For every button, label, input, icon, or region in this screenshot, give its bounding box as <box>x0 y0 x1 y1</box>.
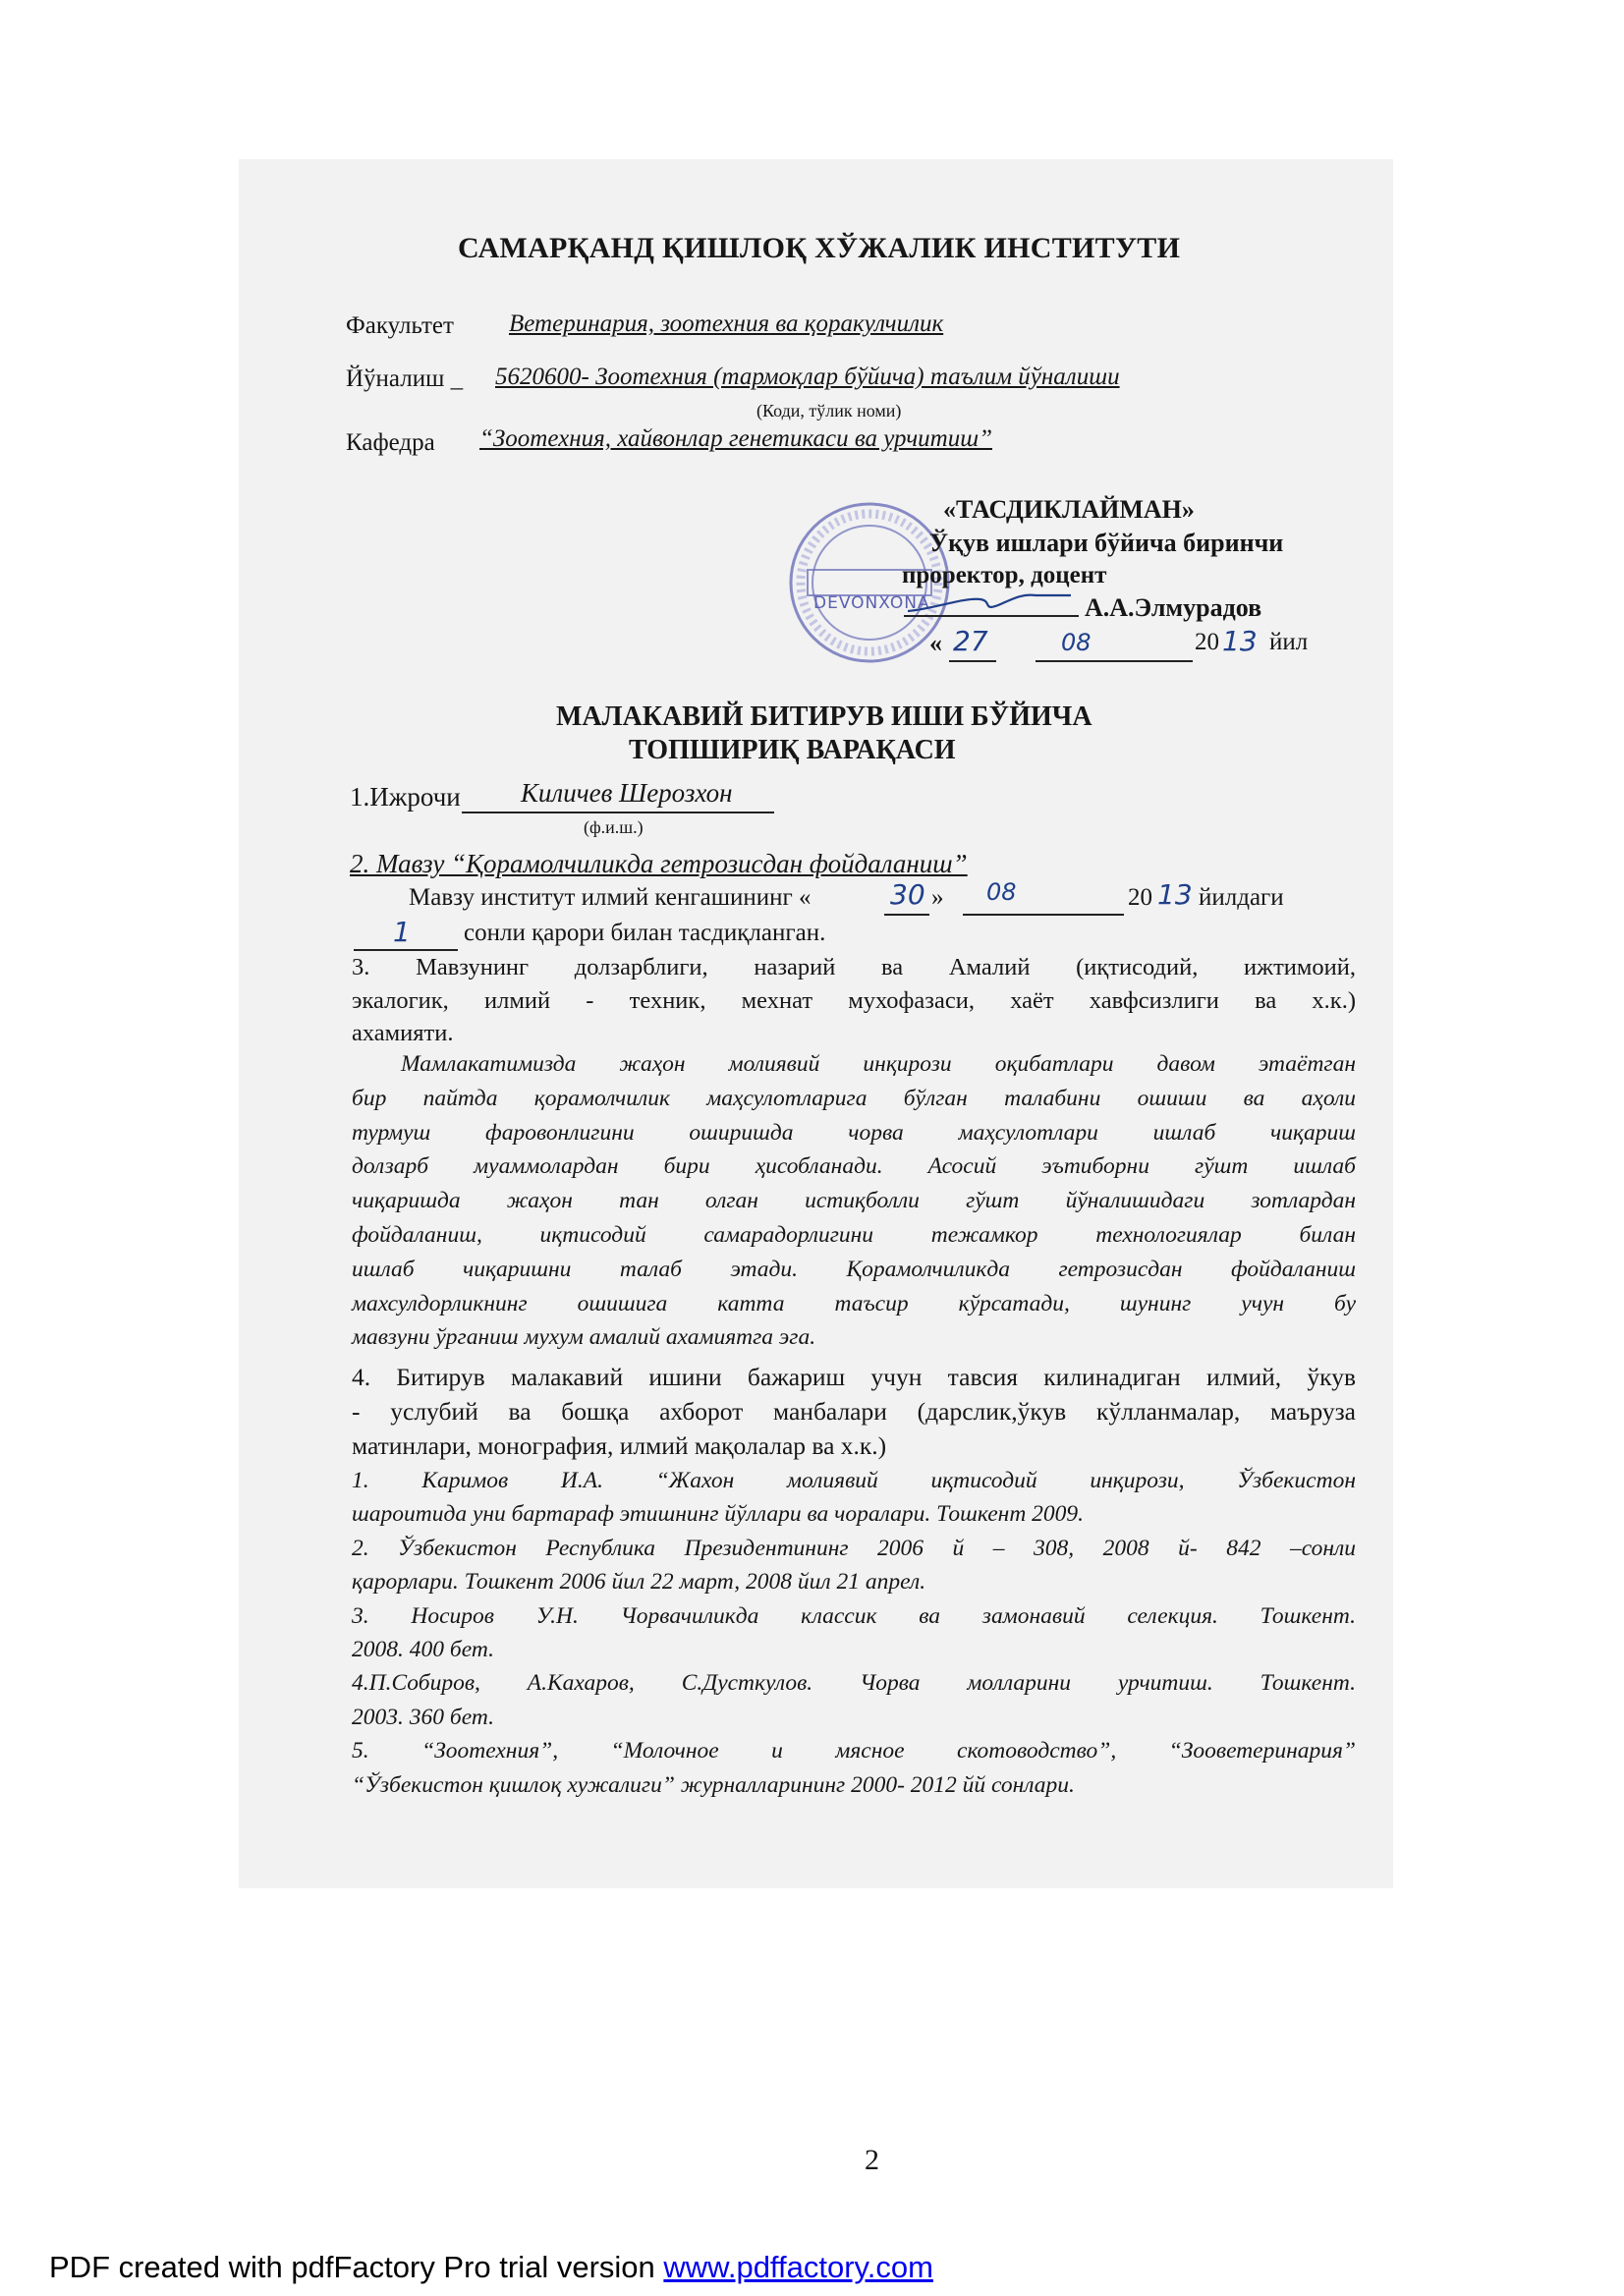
body-line: мавзуни ўрганиш мухум амалий ахамиятга эга. <box>352 1324 816 1351</box>
executor-caption: (ф.и.ш.) <box>584 817 644 837</box>
executor-underline <box>462 812 774 813</box>
reference-line: қарорлари. Тошкент 2006 йил 22 март, 2008 йил 21 апрел. <box>352 1569 926 1596</box>
section3-heading <box>352 951 1356 1050</box>
direction-label: Йўналиш _ <box>346 365 464 392</box>
reference-line: 4.П.Собиров, А.Кахаров, С.Дусткулов. Чорва молларини урчитиш. Тошкент. <box>352 1670 1356 1697</box>
page-number: 2 <box>865 2144 879 2176</box>
section4-line: матинлари, монография, илмий мақолалар ва х.к.) <box>352 1431 887 1460</box>
body-line: фойдаланиш, иқтисодий самарадорлигини тежамкор технологиялар билан <box>352 1221 1356 1248</box>
reference-line: 2003. 360 бет. <box>352 1704 494 1730</box>
body-line: махсулдорликнинг ошишига катта таъсир кўрсатади, шунинг учун бу <box>352 1290 1356 1316</box>
executor-value: Киличев Шерозхон <box>521 778 733 808</box>
council-day: 30 <box>890 878 925 911</box>
approval-line1: Ўқув ишлари бўйича биринчи <box>929 529 1284 557</box>
decision-text: сонли қарори билан тасдиқланган. <box>464 920 826 946</box>
council-suffix: йилдаги <box>1199 884 1284 911</box>
pdf-footer <box>49 2250 933 2285</box>
department-value: “Зоотехния, хайвонлар генетикаси ва урчитиш” <box>479 425 992 452</box>
reference-line: 5. “Зоотехния”, “Молочное и мясное скотоводство”, “Зооветеринария” <box>352 1738 1356 1764</box>
executor-label: 1.Ижрочи <box>350 782 461 812</box>
body-line: турмуш фаровонлигини оширишда чорва маҳсулотлари ишлаб чиқариш <box>352 1119 1356 1146</box>
approval-year: 13 <box>1222 625 1258 657</box>
council-close: » <box>931 884 944 911</box>
section4-line: - услубий ва бошқа ахборот манбалари (дарслик,ўкув кўлланмалар, маъруза <box>352 1397 1356 1426</box>
section3-line: ахамияти. <box>352 1020 454 1046</box>
footer-text: PDF created with pdfFactory Pro trial version <box>49 2250 664 2284</box>
section3-line: 3. Мавзунинг долзарблиги, назарий ва Амалий (иқтисодий, ижтимоий, <box>352 954 1356 980</box>
approval-year-suffix: йил <box>1269 629 1309 655</box>
direction-value: 5620600- Зоотехния (тармоқлар бўйича) таълим йўналиши <box>495 364 1120 390</box>
signature-icon <box>904 588 1081 617</box>
approval-month: 08 <box>1061 629 1092 656</box>
body-line: чиқаришда жаҳон тан олган истиқболли гўшт йўналишидаги зотлардан <box>352 1188 1356 1214</box>
council-month: 08 <box>986 878 1017 906</box>
approval-date-open: « <box>929 629 942 657</box>
reference-line: 1. Каримов И.А. “Жахон молиявий иқтисодий инқирози, Ўзбекистон <box>352 1468 1356 1493</box>
section4-line: 4. Битирув малакавий ишини бажариш учун тавсия килинадиган илмий, ўкув <box>352 1363 1356 1391</box>
faculty-label: Факультет <box>346 312 454 339</box>
approval-year-prefix: 20 <box>1195 629 1219 655</box>
council-year: 13 <box>1157 878 1193 911</box>
document-title-line1: МАЛАКАВИЙ БИТИРУВ ИШИ БЎЙИЧА <box>556 701 1092 732</box>
reference-line: 2008. 400 бет. <box>352 1637 494 1663</box>
approval-day: 27 <box>953 625 988 657</box>
body-line: долзарб муаммолардан бири ҳисобланади. Асосий эътиборни гўшт ишлаб <box>352 1153 1356 1180</box>
document-title-line2: ТОПШИРИҚ ВАРАҚАСИ <box>629 735 956 765</box>
council-month-underline <box>963 914 1124 916</box>
topic-label: 2. Мавзу “Қорамолчиликда гетрозисдан фойдаланиш” <box>350 849 968 878</box>
section4-heading <box>352 1360 1356 1463</box>
signature-line <box>904 615 1079 617</box>
council-year-prefix: 20 <box>1128 884 1152 911</box>
reference-line: “Ўзбекистон қишлоқ хужалиги” журналларининг 2000- 2012 йй сонлари. <box>352 1771 1075 1798</box>
body-line: бир пайтда қорамолчилик маҳсулотларига бўлган талабини ошиши ва аҳоли <box>352 1085 1356 1111</box>
decision-number: 1 <box>393 916 411 948</box>
approval-line2: проректор, доцент <box>902 562 1107 588</box>
section3-body <box>352 1047 1356 1355</box>
approval-name: А.А.Элмурадов <box>1085 593 1262 622</box>
approval-title: «ТАСДИКЛАЙМАН» <box>943 495 1195 524</box>
footer-link[interactable]: www.pdffactory.com <box>663 2250 933 2284</box>
reference-line: 2. Ўзбекистон Республика Президентининг 2006 й – 308, 2008 й- 842 –сонли <box>352 1535 1356 1561</box>
council-text: Мавзу институт илмий кенгашининг « <box>409 884 812 911</box>
body-line: ишлаб чиқаришни талаб этади. Қорамолчиликда гетрозисдан фойдаланиш <box>352 1256 1356 1282</box>
direction-caption: (Коди, тўлик номи) <box>756 401 902 420</box>
council-day-underline <box>884 914 929 916</box>
faculty-value: Ветеринария, зоотехния ва қоракулчилик <box>509 310 944 337</box>
reference-line: 3. Носиров У.Н. Чорвачиликда классик ва замонавий селекция. Тошкент. <box>352 1602 1356 1629</box>
reference-line: шароитида уни бартараф этишнинг йўллари ва чоралари. Тошкент 2009. <box>352 1501 1085 1528</box>
institute-title: САМАРҚАНД ҚИШЛОҚ ХЎЖАЛИК ИНСТИТУТИ <box>458 232 1181 264</box>
stamp-text: DEVONXONA <box>813 593 930 613</box>
department-label: Кафедра <box>346 429 435 456</box>
body-line: Мамлакатимизда жаҳон молиявий инқирози оқибатлари давом этаётган <box>401 1051 1356 1077</box>
section3-line: экалогик, илмий - техник, мехнат мухофазаси, хаёт хавфсизлиги ва х.к.) <box>352 986 1356 1014</box>
month-underline <box>1036 660 1193 662</box>
references-list <box>352 1464 1356 1802</box>
day-underline <box>949 660 996 662</box>
